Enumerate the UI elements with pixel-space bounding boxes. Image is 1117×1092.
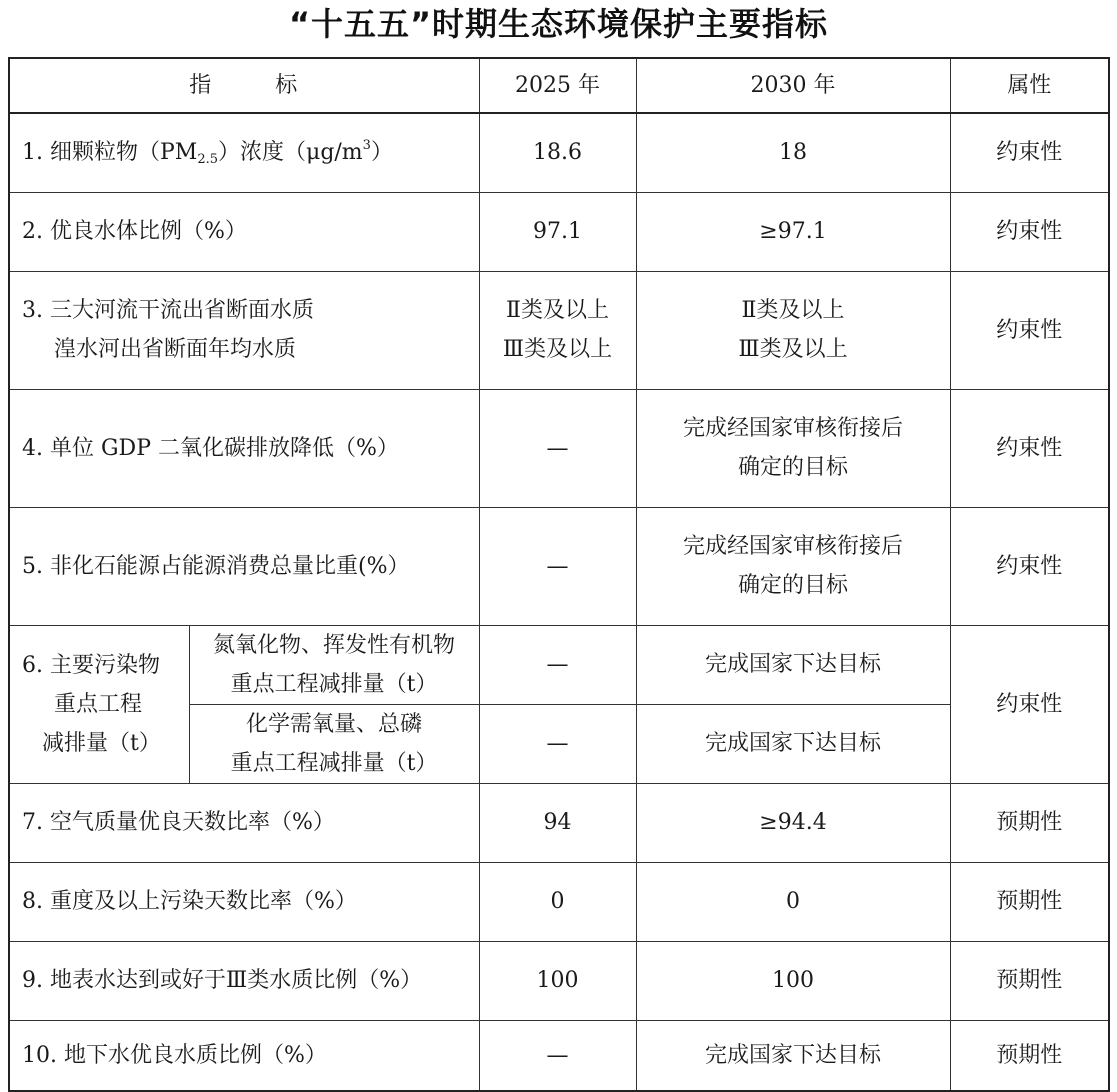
table-row [9, 271, 1109, 389]
attribute-cell: 预期性 [950, 862, 1109, 941]
table-row [9, 113, 1109, 192]
value-2030: 完成国家下达目标 [636, 704, 950, 783]
value-2030: 完成国家下达目标 [636, 625, 950, 704]
value-2025: — [479, 1020, 636, 1091]
attribute-cell: 约束性 [950, 271, 1109, 389]
indicator-cell: 1. 细颗粒物$(PM_{2.5})$浓度$(\mu g/m^3)$ [9, 113, 479, 192]
indicator-cell: 3. 三大河流干流出省断面水质 湟水河出省断面年均水质 [9, 271, 479, 389]
attribute-cell: 预期性 [950, 1020, 1109, 1091]
table-row [9, 507, 1109, 625]
value-2025: — [479, 507, 636, 625]
value-2030: ≥97.1 [636, 192, 950, 271]
value-2025: — [479, 704, 636, 783]
attribute-cell: 约束性 [950, 389, 1109, 507]
value-2030: 完成经国家审核衔接后 确定的目标 [636, 389, 950, 507]
value-2025: — [479, 389, 636, 507]
indicators-table [8, 57, 1110, 1092]
header-row [9, 58, 1109, 113]
attribute-cell: 预期性 [950, 783, 1109, 862]
value-2025: 94 [479, 783, 636, 862]
indicator-cell: 7. 空气质量优良天数比率（%） [9, 783, 479, 862]
table-row [9, 1020, 1109, 1091]
indicator-subcell: 氮氧化物、挥发性有机物 重点工程减排量（t） [189, 625, 479, 704]
value-2030: 100 [636, 941, 950, 1020]
attribute-cell: 约束性 [950, 192, 1109, 271]
indicator-cell: 5. 非化石能源占能源消费总量比重(%） [9, 507, 479, 625]
indicator-cell: 9. 地表水达到或好于Ⅲ类水质比例（%） [9, 941, 479, 1020]
attribute-cell: 约束性 [950, 113, 1109, 192]
indicator-subcell: 化学需氧量、总磷 重点工程减排量（t） [189, 704, 479, 783]
header-attribute: 属性 [950, 58, 1109, 113]
header-2030: 2030 年 [636, 58, 950, 113]
value-2025: 97.1 [479, 192, 636, 271]
value-2030: 完成经国家审核衔接后 确定的目标 [636, 507, 950, 625]
indicator-cell: 8. 重度及以上污染天数比率（%） [9, 862, 479, 941]
table-row [9, 783, 1109, 862]
table-row [9, 192, 1109, 271]
value-2030: Ⅱ类及以上 Ⅲ类及以上 [636, 271, 950, 389]
header-indicator: 指 标 [9, 58, 479, 113]
value-2025: 100 [479, 941, 636, 1020]
indicator-cell: 4. 单位 GDP 二氧化碳排放降低（%） [9, 389, 479, 507]
value-2025: — [479, 625, 636, 704]
value-2025: 0 [479, 862, 636, 941]
indicator-cell: 10. 地下水优良水质比例（%） [9, 1020, 479, 1091]
value-2025: Ⅱ类及以上 Ⅲ类及以上 [479, 271, 636, 389]
table-title: “十五五”时期生态环境保护主要指标 [288, 5, 829, 43]
table-row [9, 625, 1109, 704]
value-2030: 0 [636, 862, 950, 941]
value-2025: 18.6 [479, 113, 636, 192]
indicator-group-cell: 6. 主要污染物 重点工程 减排量（t） [9, 625, 189, 783]
attribute-cell: 约束性 [950, 625, 1109, 783]
attribute-cell: 约束性 [950, 507, 1109, 625]
header-2025: 2025 年 [479, 58, 636, 113]
table-row [9, 389, 1109, 507]
value-2030: 18 [636, 113, 950, 192]
table-row [9, 941, 1109, 1020]
value-2030: ≥94.4 [636, 783, 950, 862]
indicator-cell: 2. 优良水体比例（%） [9, 192, 479, 271]
attribute-cell: 预期性 [950, 941, 1109, 1020]
table-row [9, 862, 1109, 941]
value-2030: 完成国家下达目标 [636, 1020, 950, 1091]
